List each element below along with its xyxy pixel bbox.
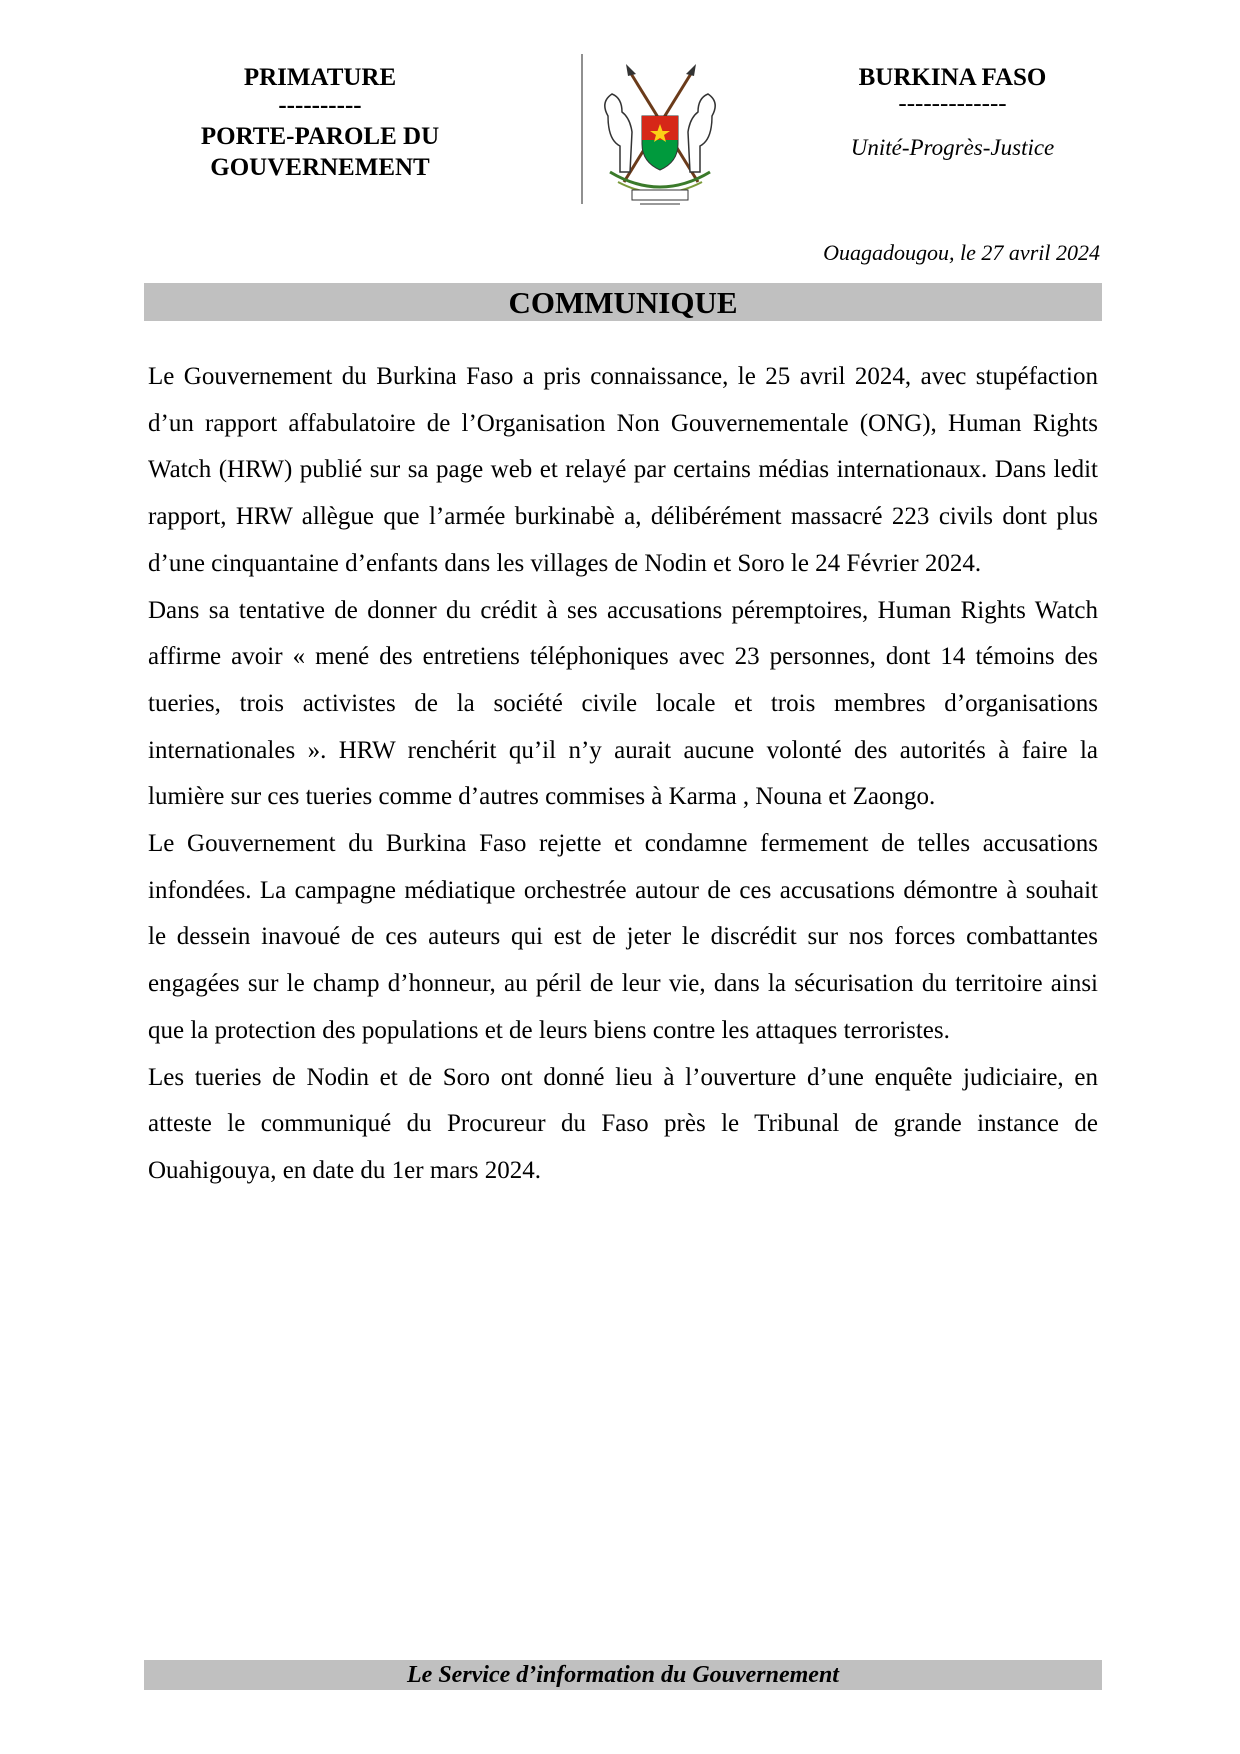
- paragraph-2: Dans sa tentative de donner du crédit à ses accusations péremptoires, Human Rights Watch affirme avoir « mené des entretiens téléphoniques avec 23 personnes, dont 14 témoins des tueries, trois activistes de la société civile locale et trois membres d’organisations internationales ». HRW renchérit qu’il n’y aurait aucune volonté des autorités à faire la lumière sur ces tueries comme d’autres commises à Karma , Nouna et Zaongo.: [148, 596, 1098, 811]
- paragraph-1: Le Gouvernement du Burkina Faso a pris connaissance, le 25 avril 2024, avec stupéfaction d’un rapport affabulatoire de l’Organisation Non Gouvernementale (ONG), Human Rights Watch (HRW) publié sur sa page web et relayé par certains médias internationaux. Dans ledit rapport, HRW allègue que l’armée burkinabè a, délibérément massacré 223 civils dont plus d’une cinquantaine d’enfants dans les villages de Nodin et Soro le 24 Février 2024.: [148, 363, 1098, 577]
- issuer-line-1: PORTE-PAROLE DU: [200, 123, 440, 150]
- country-motto: Unité-Progrès-Justice: [850, 135, 1055, 160]
- communique-heading: COMMUNIQUE: [144, 283, 1102, 321]
- coat-of-arms-icon: [580, 54, 740, 219]
- country-separator: -------------: [898, 90, 1007, 117]
- country-title: BURKINA FASO: [858, 64, 1047, 91]
- issuer-separator: ----------: [278, 92, 362, 119]
- paragraph-3: Le Gouvernement du Burkina Faso rejette et condamne fermement de telles accusations infondées. La campagne médiatique orchestrée autour de ces accusations démontre à souhait le dessein inavoué de ces auteurs qui est de jeter le discrédit sur nos forces combattantes engagées sur le champ d’honneur, au péril de leur vie, dans la sécurisation du territoire ainsi que la protection des populations et de leurs biens contre les attaques terroristes.: [148, 830, 1098, 1044]
- issuer-title: PRIMATURE: [243, 64, 397, 91]
- issuer-header: [170, 62, 470, 183]
- document-date: Ouagadougou, le 27 avril 2024: [823, 240, 1100, 265]
- country-header: [820, 62, 1085, 161]
- paragraph-4: Les tueries de Nodin et de Soro ont donné lieu à l’ouverture d’une enquête judiciaire, en atteste le communiqué du Procureur du Faso près le Tribunal de grande instance de Ouahigouya, en date du 1er mars 2024.: [148, 1063, 1098, 1184]
- communique-body: [148, 354, 1098, 1195]
- issuer-line-2: GOUVERNEMENT: [210, 154, 430, 181]
- footer-signature: Le Service d’information du Gouvernement: [144, 1660, 1102, 1690]
